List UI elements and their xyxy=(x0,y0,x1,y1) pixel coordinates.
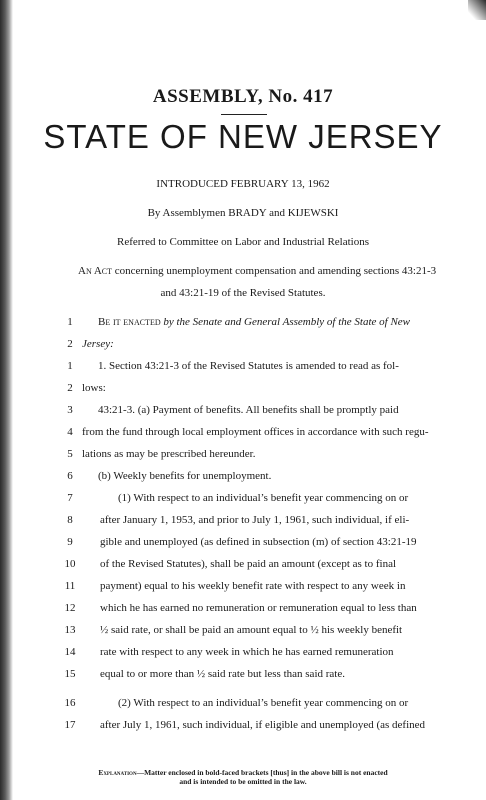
line-number: 8 xyxy=(67,514,73,526)
enacting-clause-line-1 xyxy=(98,316,410,328)
line-number: 2 xyxy=(67,338,73,350)
sponsors: By Assemblymen BRADY and KIJEWSKI xyxy=(147,207,339,219)
title-rule xyxy=(221,114,267,115)
body-line-13: ½ said rate, or shall be paid an amount equal to ½ his weekly benefit xyxy=(100,624,403,636)
line-number: 12 xyxy=(64,602,76,614)
line-number: 3 xyxy=(67,404,73,416)
body-line-15: equal to or more than ½ said rate but less than said rate. xyxy=(100,668,345,680)
body-line-4: from the fund through local employment offices in accordance with such regu- xyxy=(82,426,429,438)
line-number: 4 xyxy=(67,426,73,438)
body-line-7: (1) With respect to an individual’s benefit year commencing on or xyxy=(118,492,409,504)
page-corner-shadow xyxy=(468,0,486,20)
act-title-line-1 xyxy=(78,265,436,277)
line-number: 5 xyxy=(67,448,73,460)
line-number: 9 xyxy=(67,536,73,548)
section-1-line-2: lows: xyxy=(82,382,106,394)
body-line-14: rate with respect to any week in which he has earned remuneration xyxy=(100,646,394,658)
line-number: 14 xyxy=(64,646,76,658)
line-number: 13 xyxy=(64,624,76,636)
explanation-line-1 xyxy=(0,768,486,777)
enacting-clause-line-2: Jersey: xyxy=(82,338,114,350)
line-number: 2 xyxy=(67,382,73,394)
body-line-12: which he has earned no remuneration or remuneration equal to less than xyxy=(100,602,417,614)
body-line-10: of the Revised Statutes), shall be paid an amount (except as to final xyxy=(100,558,397,570)
explanation-label: Explanation xyxy=(98,768,137,777)
body-line-17: after July 1, 1961, such individual, if eligible and unemployed (as defined xyxy=(100,719,426,731)
bill-number: ASSEMBLY, No. 417 xyxy=(152,86,334,107)
line-number: 1 xyxy=(67,360,73,372)
line-number: 6 xyxy=(67,470,73,482)
explanation-footnote xyxy=(0,768,486,786)
act-title-text: concerning unemployment compensation and amending sections 43:21-3 xyxy=(114,265,437,277)
body-line-5: lations as may be prescribed hereunder. xyxy=(82,448,256,460)
body-line-3: 43:21-3. (a) Payment of benefits. All benefits shall be promptly paid xyxy=(98,404,399,416)
explanation-text-1: —Matter enclosed in bold-faced brackets [thus] in the above bill is not enacted xyxy=(136,768,388,777)
body-line-9: gible and unemployed (as defined in subsection (m) of section 43:21-19 xyxy=(100,536,417,548)
line-number: 11 xyxy=(64,580,76,592)
act-title-line-2: and 43:21-19 of the Revised Statutes. xyxy=(160,287,326,299)
line-number: 16 xyxy=(64,697,76,709)
body-line-11: payment) equal to his weekly benefit rate with respect to any week in xyxy=(100,580,406,592)
body-line-6: (b) Weekly benefits for unemployment. xyxy=(98,470,272,482)
state-title: STATE OF NEW JERSEY xyxy=(43,118,443,155)
explanation-line-2: and is intended to be omitted in the law. xyxy=(179,777,307,786)
line-number: 17 xyxy=(64,719,76,731)
introduced-date: INTRODUCED FEBRUARY 13, 1962 xyxy=(156,178,330,190)
enacting-text: by the Senate and General Assembly of the State of New xyxy=(163,316,410,328)
body-line-16: (2) With respect to an individual’s benefit year commencing on or xyxy=(118,697,409,709)
line-number: 15 xyxy=(64,668,76,680)
act-prefix: An Act xyxy=(78,265,113,277)
section-1-line-1: 1. Section 43:21-3 of the Revised Statutes is amended to read as fol- xyxy=(98,360,399,372)
line-number: 1 xyxy=(67,316,73,328)
committee-referral: Referred to Committee on Labor and Industrial Relations xyxy=(116,236,370,248)
line-number: 7 xyxy=(67,492,73,504)
line-number: 10 xyxy=(64,558,76,570)
enacting-prefix: Be it enacted xyxy=(98,316,161,328)
body-line-8: after January 1, 1953, and prior to July 1, 1961, such individual, if eli- xyxy=(100,514,410,526)
